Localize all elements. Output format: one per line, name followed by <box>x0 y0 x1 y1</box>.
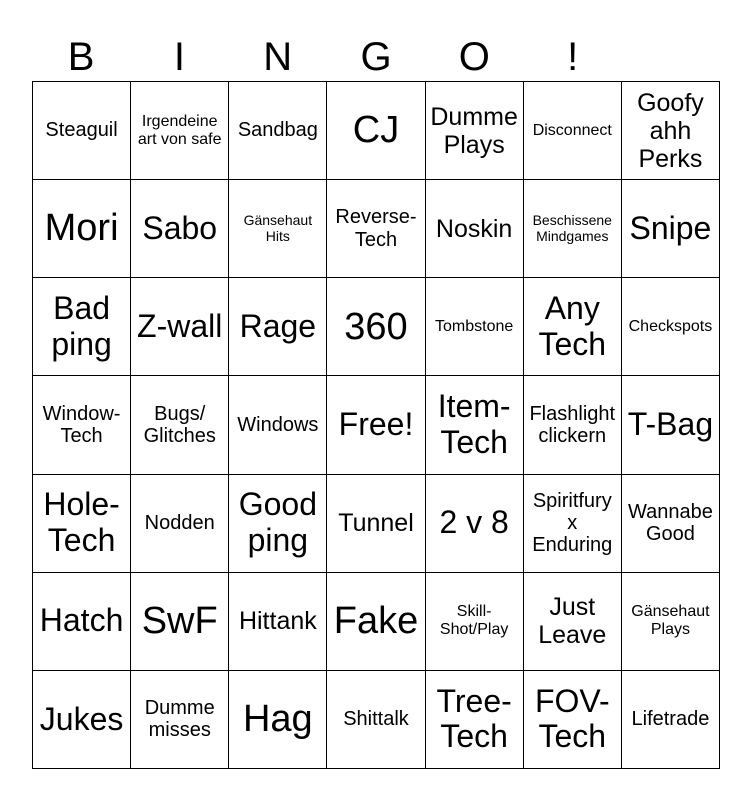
bingo-cell[interactable]: Goofy ahh Perks <box>622 82 720 180</box>
bingo-cell[interactable]: 360 <box>327 278 425 376</box>
bingo-cell[interactable]: Just Leave <box>524 573 622 671</box>
header-exclamation: ! <box>567 35 579 79</box>
bingo-cell[interactable]: Noskin <box>426 180 524 278</box>
bingo-cell[interactable]: Wannabe Good <box>622 475 720 573</box>
bingo-cell[interactable]: Hittank <box>229 573 327 671</box>
bingo-cell[interactable]: Tunnel <box>327 475 425 573</box>
bingo-cell[interactable]: Hag <box>229 671 327 769</box>
header-letter-o: O <box>458 35 490 79</box>
header-letter-g: G <box>360 35 392 79</box>
bingo-cell[interactable]: Fake <box>327 573 425 671</box>
bingo-cell[interactable]: CJ <box>327 82 425 180</box>
bingo-cell[interactable]: Mori <box>33 180 131 278</box>
bingo-cell[interactable]: Spiritfury x Enduring <box>524 475 622 573</box>
bingo-cell[interactable]: Tree-Tech <box>426 671 524 769</box>
bingo-cell[interactable]: Flashlight clickern <box>524 376 622 474</box>
free-space[interactable]: Free! <box>327 376 425 474</box>
bingo-cell[interactable]: Irgendeine art von safe <box>131 82 229 180</box>
bingo-cell[interactable]: Reverse-Tech <box>327 180 425 278</box>
bingo-cell[interactable]: Item-Tech <box>426 376 524 474</box>
bingo-cell[interactable]: Disconnect <box>524 82 622 180</box>
bingo-board <box>32 81 720 769</box>
bingo-cell[interactable]: 2 v 8 <box>426 475 524 573</box>
header-letter-i: I <box>173 35 185 79</box>
bingo-cell[interactable]: Jukes <box>33 671 131 769</box>
bingo-cell[interactable]: Tombstone <box>426 278 524 376</box>
bingo-cell[interactable]: Dumme misses <box>131 671 229 769</box>
bingo-cell[interactable]: Bugs/ Glitches <box>131 376 229 474</box>
bingo-cell[interactable]: Hatch <box>33 573 131 671</box>
bingo-cell[interactable]: Sandbag <box>229 82 327 180</box>
bingo-cell[interactable]: FOV-Tech <box>524 671 622 769</box>
bingo-cell[interactable]: Gänsehaut Plays <box>622 573 720 671</box>
bingo-cell[interactable]: Shittalk <box>327 671 425 769</box>
bingo-header <box>32 34 720 80</box>
bingo-cell[interactable]: Checkspots <box>622 278 720 376</box>
bingo-cell[interactable]: T-Bag <box>622 376 720 474</box>
bingo-cell[interactable]: Windows <box>229 376 327 474</box>
bingo-cell[interactable]: SwF <box>131 573 229 671</box>
bingo-cell[interactable]: Z-wall <box>131 278 229 376</box>
bingo-cell[interactable]: Any Tech <box>524 278 622 376</box>
bingo-cell[interactable]: Good ping <box>229 475 327 573</box>
header-letter-b: B <box>67 35 95 79</box>
bingo-cell[interactable]: Steaguil <box>33 82 131 180</box>
bingo-cell[interactable]: Bad ping <box>33 278 131 376</box>
bingo-cell[interactable]: Skill-Shot/Play <box>426 573 524 671</box>
bingo-cell[interactable]: Dumme Plays <box>426 82 524 180</box>
bingo-cell[interactable]: Nodden <box>131 475 229 573</box>
header-letter-n: N <box>263 35 293 79</box>
bingo-cell[interactable]: Window-Tech <box>33 376 131 474</box>
bingo-cell[interactable]: Lifetrade <box>622 671 720 769</box>
bingo-cell[interactable]: Snipe <box>622 180 720 278</box>
bingo-cell[interactable]: Hole-Tech <box>33 475 131 573</box>
bingo-cell[interactable]: Gänsehaut Hits <box>229 180 327 278</box>
bingo-cell[interactable]: Beschissene Mindgames <box>524 180 622 278</box>
bingo-cell[interactable]: Rage <box>229 278 327 376</box>
bingo-cell[interactable]: Sabo <box>131 180 229 278</box>
